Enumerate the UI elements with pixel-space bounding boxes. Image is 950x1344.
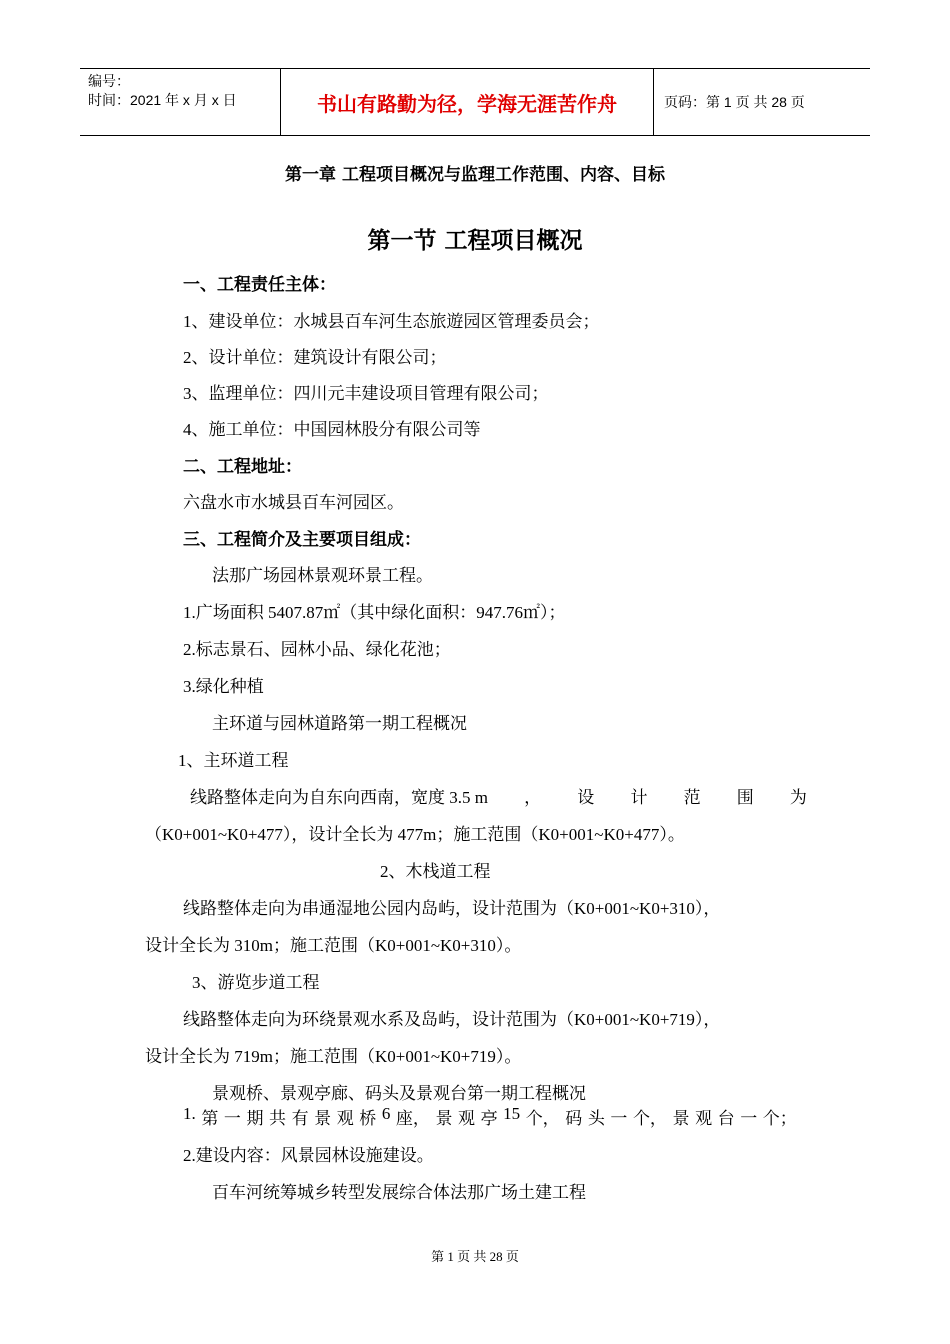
text-fragment: 桥 [359, 1109, 377, 1128]
text-fragment: 观 [336, 1109, 354, 1128]
text-fragment: 共 [269, 1109, 286, 1128]
text-fragment: 计 [630, 788, 648, 807]
paragraph-main-loop-range: （K0+001~K0+477），设计全长为 477m；施工范围（K0+001~K0+477）。 [145, 825, 685, 844]
text-fragment: 一 [223, 1109, 241, 1128]
text-fragment: 景 [672, 1109, 690, 1128]
text-fragment: 1. [183, 1104, 196, 1123]
paragraph-boardwalk: 2、木栈道工程 [380, 862, 491, 881]
heading-overview: 三、工程简介及主要项目组成： [183, 530, 421, 550]
text-fragment: 观 [695, 1109, 713, 1128]
text-fragment: 码 [565, 1109, 583, 1128]
text-fragment: 一 [740, 1109, 758, 1128]
header-motto: 书山有路勤为径，学海无涯苦作舟 [281, 69, 654, 135]
text-fragment: 围 [736, 788, 754, 807]
document-number-label: 编号： [88, 73, 130, 89]
text-fragment: 台 [717, 1109, 735, 1128]
item-contractor-unit: 4、施工单位：中国园林股分有限公司等 [183, 420, 481, 439]
document-time-label: 时间：2021 年 x 月 x 日 [88, 92, 237, 108]
paragraph-main-loop-route [190, 783, 807, 808]
paragraph-plaza-area: 1.广场面积 5407.87㎡（其中绿化面积：947.76㎡）； [183, 603, 566, 622]
paragraph-landmarks: 2.标志景石、园林小品、绿化花池； [183, 640, 451, 659]
paragraph-bridges-phase1: 景观桥、景观亭廊、码头及景观台第一期工程概况 [212, 1084, 586, 1103]
paragraph-roads-phase1: 主环道与园林道路第一期工程概况 [212, 714, 467, 733]
paragraph-civil-works: 百车河统筹城乡转型发展综合体法那广场土建工程 [212, 1183, 586, 1202]
paragraph-footpath: 3、游览步道工程 [192, 973, 320, 992]
paragraph-footpath-route: 线路整体走向为环绕景观水系及岛屿，设计范围为（K0+001~K0+719）， [183, 1010, 721, 1029]
text-fragment: 个， [632, 1109, 667, 1128]
text-fragment: 个， [525, 1109, 560, 1128]
text-fragment: 头 [587, 1109, 605, 1128]
item-construction-unit: 1、建设单位：水城县百车河生态旅遊园区管理委员会； [183, 312, 600, 331]
chapter-title: 第一章 工程项目概况与监理工作范围、内容、目标 [285, 165, 665, 185]
text-fragment: 6 [381, 1104, 391, 1123]
text-fragment: 期 [246, 1109, 264, 1128]
paragraph-planting: 3.绿化种植 [183, 677, 264, 696]
text-fragment: 景 [314, 1109, 332, 1128]
text-fragment: 一 [610, 1109, 628, 1128]
text-fragment: 第 [201, 1109, 219, 1128]
header-page-info: 页码：第 1 页 共 28 页 [664, 94, 805, 110]
paragraph-plaza-project: 法那广场园林景观环景工程。 [212, 566, 433, 585]
text-fragment: 亭 [480, 1109, 498, 1128]
text-fragment: 线路整体走向为自东向西南，宽度 3.5 m [190, 788, 488, 807]
project-address: 六盘水市水城县百车河园区。 [183, 493, 404, 512]
paragraph-main-loop: 1、主环道工程 [178, 751, 289, 770]
paragraph-bridges-count [183, 1104, 797, 1129]
paragraph-boardwalk-route: 线路整体走向为串通湿地公园内岛屿，设计范围为（K0+001~K0+310）， [183, 899, 721, 918]
text-fragment: 座， [395, 1109, 430, 1128]
heading-address: 二、工程地址： [183, 457, 302, 477]
section-title: 第一节 工程项目概况 [367, 228, 583, 254]
text-fragment: 个； [762, 1109, 797, 1128]
paragraph-boardwalk-range: 设计全长为 310m；施工范围（K0+001~K0+310）。 [145, 936, 522, 955]
header-table [80, 68, 870, 136]
header-meta-cell [80, 69, 281, 135]
text-fragment: 15 [503, 1104, 521, 1123]
item-design-unit: 2、设计单位：建筑设计有限公司； [183, 348, 447, 367]
page-footer: 第 1 页 共 28 页 [431, 1249, 519, 1264]
text-fragment: ， [524, 788, 542, 807]
text-fragment: 设 [577, 788, 595, 807]
text-fragment: 观 [458, 1109, 475, 1128]
text-fragment: 为 [789, 788, 807, 807]
paragraph-footpath-range: 设计全长为 719m；施工范围（K0+001~K0+719）。 [145, 1047, 522, 1066]
text-fragment: 景 [435, 1109, 453, 1128]
paragraph-construction-content: 2.建设内容：风景园林设施建设。 [183, 1146, 434, 1165]
heading-responsibility: 一、工程责任主体： [183, 275, 336, 295]
text-fragment: 有 [291, 1109, 309, 1128]
item-supervision-unit: 3、监理单位：四川元丰建设项目管理有限公司； [183, 384, 549, 403]
text-fragment: 范 [683, 788, 701, 807]
